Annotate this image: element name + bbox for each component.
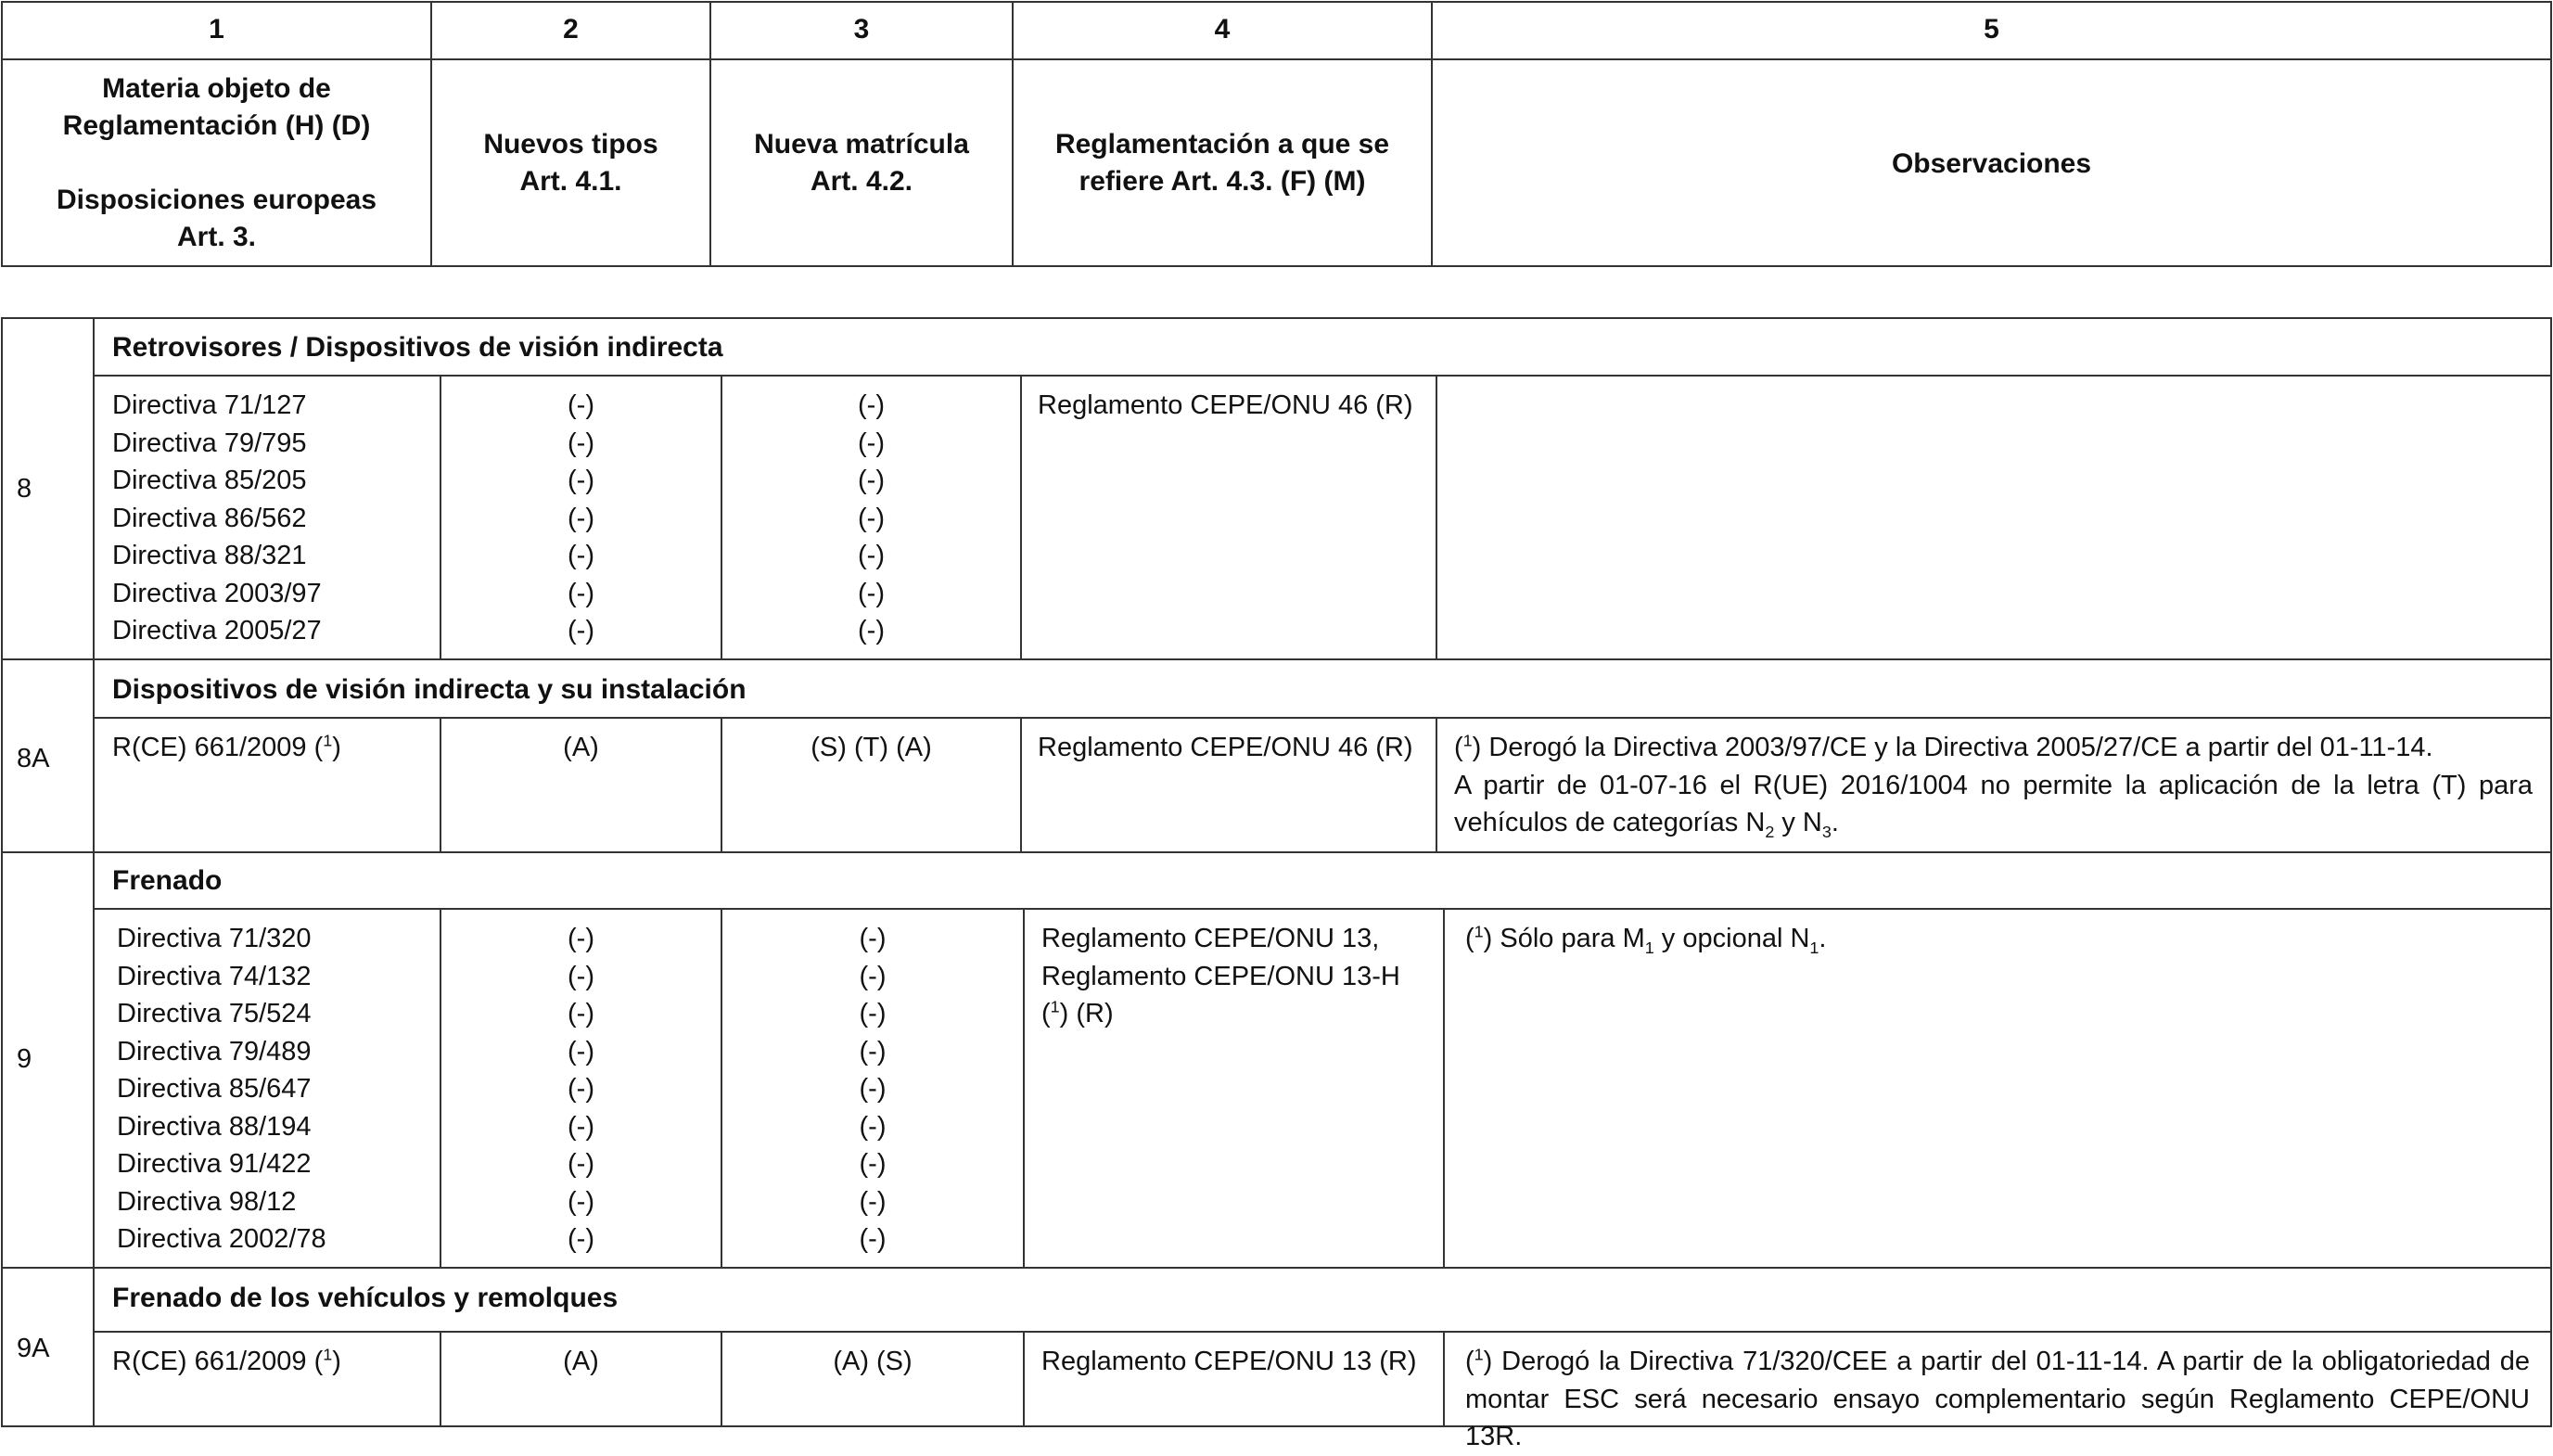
- section-id: 8A: [17, 744, 50, 773]
- col-divider: [1020, 717, 1022, 851]
- title-divider: [93, 375, 2552, 377]
- section-divider: [1, 1267, 2552, 1269]
- title-divider: [93, 1331, 2552, 1333]
- regulation-reference: Reglamento CEPE/ONU 13 (R): [1041, 1347, 1417, 1376]
- regulation-reference: Reglamento CEPE/ONU 13, Reglamento CEPE/ONU 13-H ($^1$) (R): [1041, 924, 1400, 1028]
- header-nuevos-tipos: Nuevos tipos Art. 4.1.: [483, 129, 658, 197]
- id-column-divider: [93, 317, 95, 1427]
- column-number-4: 4: [1214, 14, 1231, 45]
- col-divider: [1023, 1331, 1025, 1427]
- regulation-ce: R(CE) 661/2009 ($^1$): [112, 731, 341, 762]
- regulation-ce: R(CE) 661/2009 ($^1$): [112, 1345, 341, 1376]
- col-divider: [1436, 375, 1437, 658]
- regulation-reference: Reglamento CEPE/ONU 46 (R): [1038, 733, 1413, 762]
- section-divider: [1, 658, 2552, 660]
- section-title: Frenado: [112, 865, 223, 896]
- new-registration-values: (-) (-) (-) (-) (-) (-) (-): [858, 390, 885, 645]
- new-types-values: (-) (-) (-) (-) (-) (-) (-) (-) (-): [568, 924, 594, 1254]
- new-types-values: (-) (-) (-) (-) (-) (-) (-): [568, 390, 594, 645]
- title-divider: [93, 717, 2552, 719]
- column-number-5: 5: [1984, 14, 1999, 45]
- section-title: Frenado de los vehículos y remolques: [112, 1283, 619, 1313]
- new-registration-values: (A) (S): [833, 1347, 913, 1376]
- observations: ($^1$) Derogó la Directiva 71/320/CEE a partir del 01-11-14. A partir de la obligatoriedad de montar ESC será necesario ensayo complementario según Reglamento CEPE/ONU 13R.: [1465, 1345, 2530, 1451]
- body-table: [1, 317, 2552, 1427]
- header-reglamentacion: Reglamentación a que se refiere Art. 4.3. (F) (M): [1054, 129, 1390, 197]
- col-divider: [1023, 908, 1025, 1267]
- section-title: Retrovisores / Dispositivos de visión indirecta: [112, 332, 723, 363]
- col-divider: [1020, 375, 1022, 658]
- section-divider: [1, 851, 2552, 853]
- new-types-values: (A): [563, 733, 599, 762]
- new-registration-values: (-) (-) (-) (-) (-) (-) (-) (-) (-): [859, 924, 887, 1254]
- header-nueva-matricula: Nueva matrícula Art. 4.2.: [754, 129, 969, 197]
- observations: ($^1$) Sólo para $M_1$ y opcional $N_1$.: [1465, 922, 1827, 957]
- header-observaciones: Observaciones: [1891, 148, 2092, 179]
- regulation-reference: Reglamento CEPE/ONU 46 (R): [1038, 390, 1413, 420]
- section-id: 9: [17, 1044, 32, 1074]
- new-types-values: (A): [563, 1347, 599, 1376]
- header-materia: Materia objeto de Reglamentación (H) (D) Disposiciones europeas Art. 3.: [56, 73, 377, 252]
- title-divider: [93, 908, 2552, 910]
- column-number-2: 2: [563, 14, 579, 45]
- col-divider: [1436, 717, 1437, 851]
- directive-list: Directiva 71/127 Directiva 79/795 Directiva 85/205 Directiva 86/562 Directiva 88/321 Directiva 2003/97 Directiva 2005/27: [112, 390, 322, 645]
- section-id: 9A: [17, 1334, 50, 1363]
- col-divider: [1443, 908, 1445, 1267]
- new-registration-values: (S) (T) (A): [811, 733, 932, 762]
- column-number-3: 3: [853, 14, 870, 45]
- header-divider: [1, 58, 2552, 60]
- section-title: Dispositivos de visión indirecta y su instalación: [112, 674, 747, 705]
- observations: ($^1$) Derogó la Directiva 2003/97/CE y la Directiva 2005/27/CE a partir del 01-11-14. A partir de 01-07-16 el R(UE) 2016/1004 no permite la aplicación de la letra (T) para vehículos de categorías $N_2$ y $N_3$.: [1454, 731, 2533, 841]
- column-number-1: 1: [209, 14, 224, 45]
- section-id: 8: [17, 474, 32, 504]
- col-divider: [1443, 1331, 1445, 1427]
- directive-list: Directiva 71/320 Directiva 74/132 Directiva 75/524 Directiva 79/489 Directiva 85/647 Directiva 88/194 Directiva 91/422 Directiva 98/12 Directiva 2002/78: [117, 924, 326, 1254]
